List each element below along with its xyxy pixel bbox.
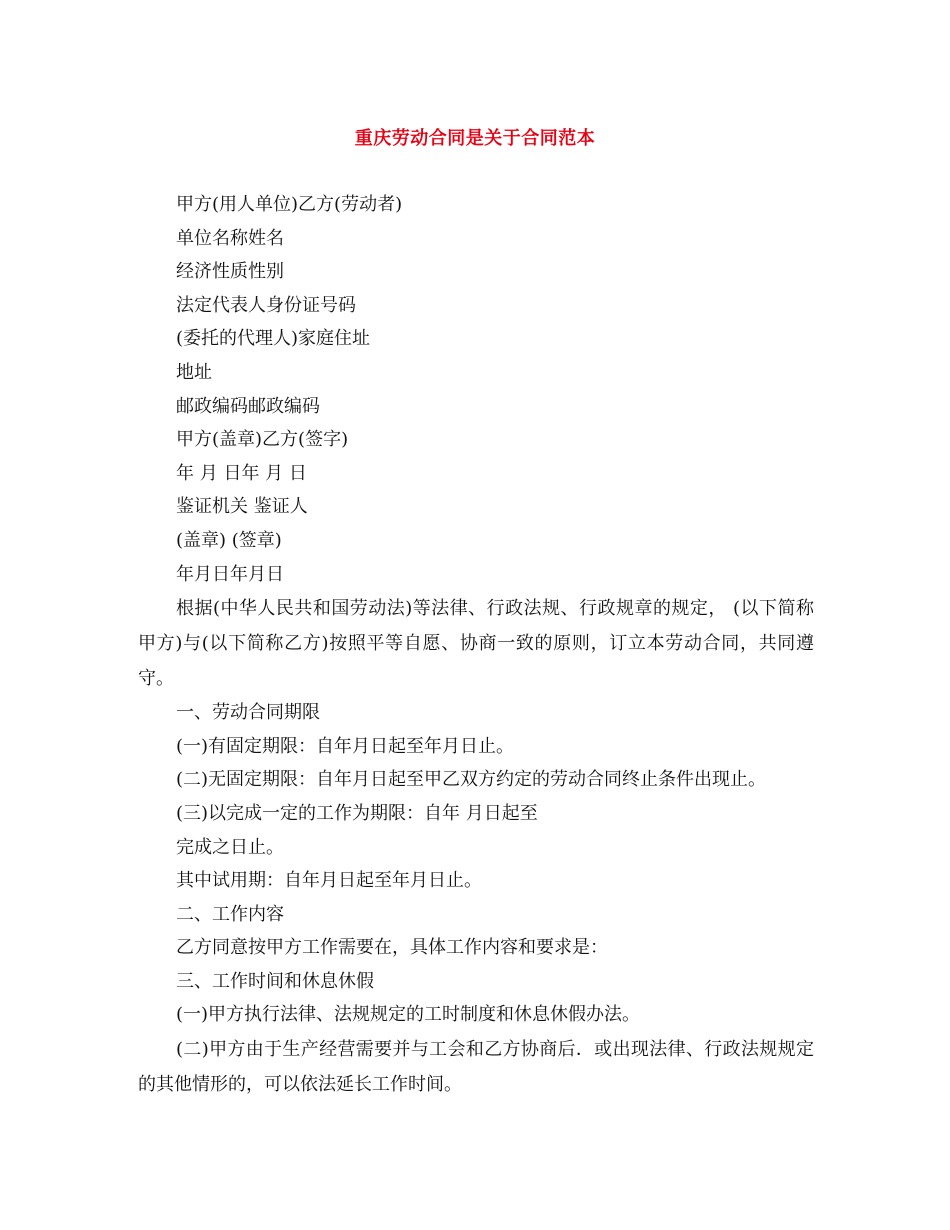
field-line-name: 单位名称姓名 [176, 227, 284, 249]
section-heading-hours: 三、工作时间和休息休假 [176, 970, 374, 992]
party-header-line: 甲方(用人单位)乙方(劳动者) [176, 194, 403, 215]
verification-date-line: 年月日年月日 [176, 563, 284, 585]
term-item-fixed: (一)有固定期限：自年月日起至年月日止。 [176, 735, 515, 757]
verification-line: 鉴证机关 鉴证人 [176, 496, 308, 518]
document-title: 重庆劳动合同是关于合同范本 [354, 128, 596, 149]
intro-paragraph: 根据(中华人民共和国劳动法)等法律、行政法规、行政规章的规定， (以下简称甲方)与(以下简称乙方)按照平等自愿、协商一致的原则，订立本劳动合同，共同遵守。 [138, 598, 814, 690]
field-line-nature: 经济性质性别 [176, 261, 284, 283]
hours-item-2: (二)甲方由于生产经营需要并与工会和乙方协商后．或出现法律、行政法规规定的其他情形的，可以依法延长工作时间。 [138, 1039, 814, 1096]
work-content-line: 乙方同意按甲方工作需要在，具体工作内容和要求是： [176, 937, 608, 959]
section-heading-term: 一、劳动合同期限 [176, 702, 320, 724]
trial-period-line: 其中试用期：自年月日起至年月日止。 [176, 870, 482, 892]
hours-item-1: (一)甲方执行法律、法规规定的工时制度和休息休假办法。 [176, 1004, 641, 1026]
date-line: 年 月 日年 月 日 [176, 462, 307, 484]
term-item-task-continued: 完成之日止。 [176, 836, 284, 858]
field-line-agent: (委托的代理人)家庭住址 [176, 328, 371, 350]
field-line-postcode: 邮政编码邮政编码 [176, 395, 320, 417]
term-item-task: (三)以完成一定的工作为期限：自年 月日起至 [176, 802, 538, 824]
section-heading-work: 二、工作内容 [176, 903, 284, 925]
signature-line: 甲方(盖章)乙方(签字) [176, 429, 349, 451]
term-item-unfixed: (二)无固定期限：自年月日起至甲乙双方约定的劳动合同终止条件出现止。 [176, 769, 767, 791]
field-line-representative: 法定代表人身份证号码 [176, 294, 356, 316]
field-line-address: 地址 [176, 361, 212, 383]
seal-line: (盖章) (签章) [176, 529, 282, 551]
document-body [138, 188, 814, 1102]
